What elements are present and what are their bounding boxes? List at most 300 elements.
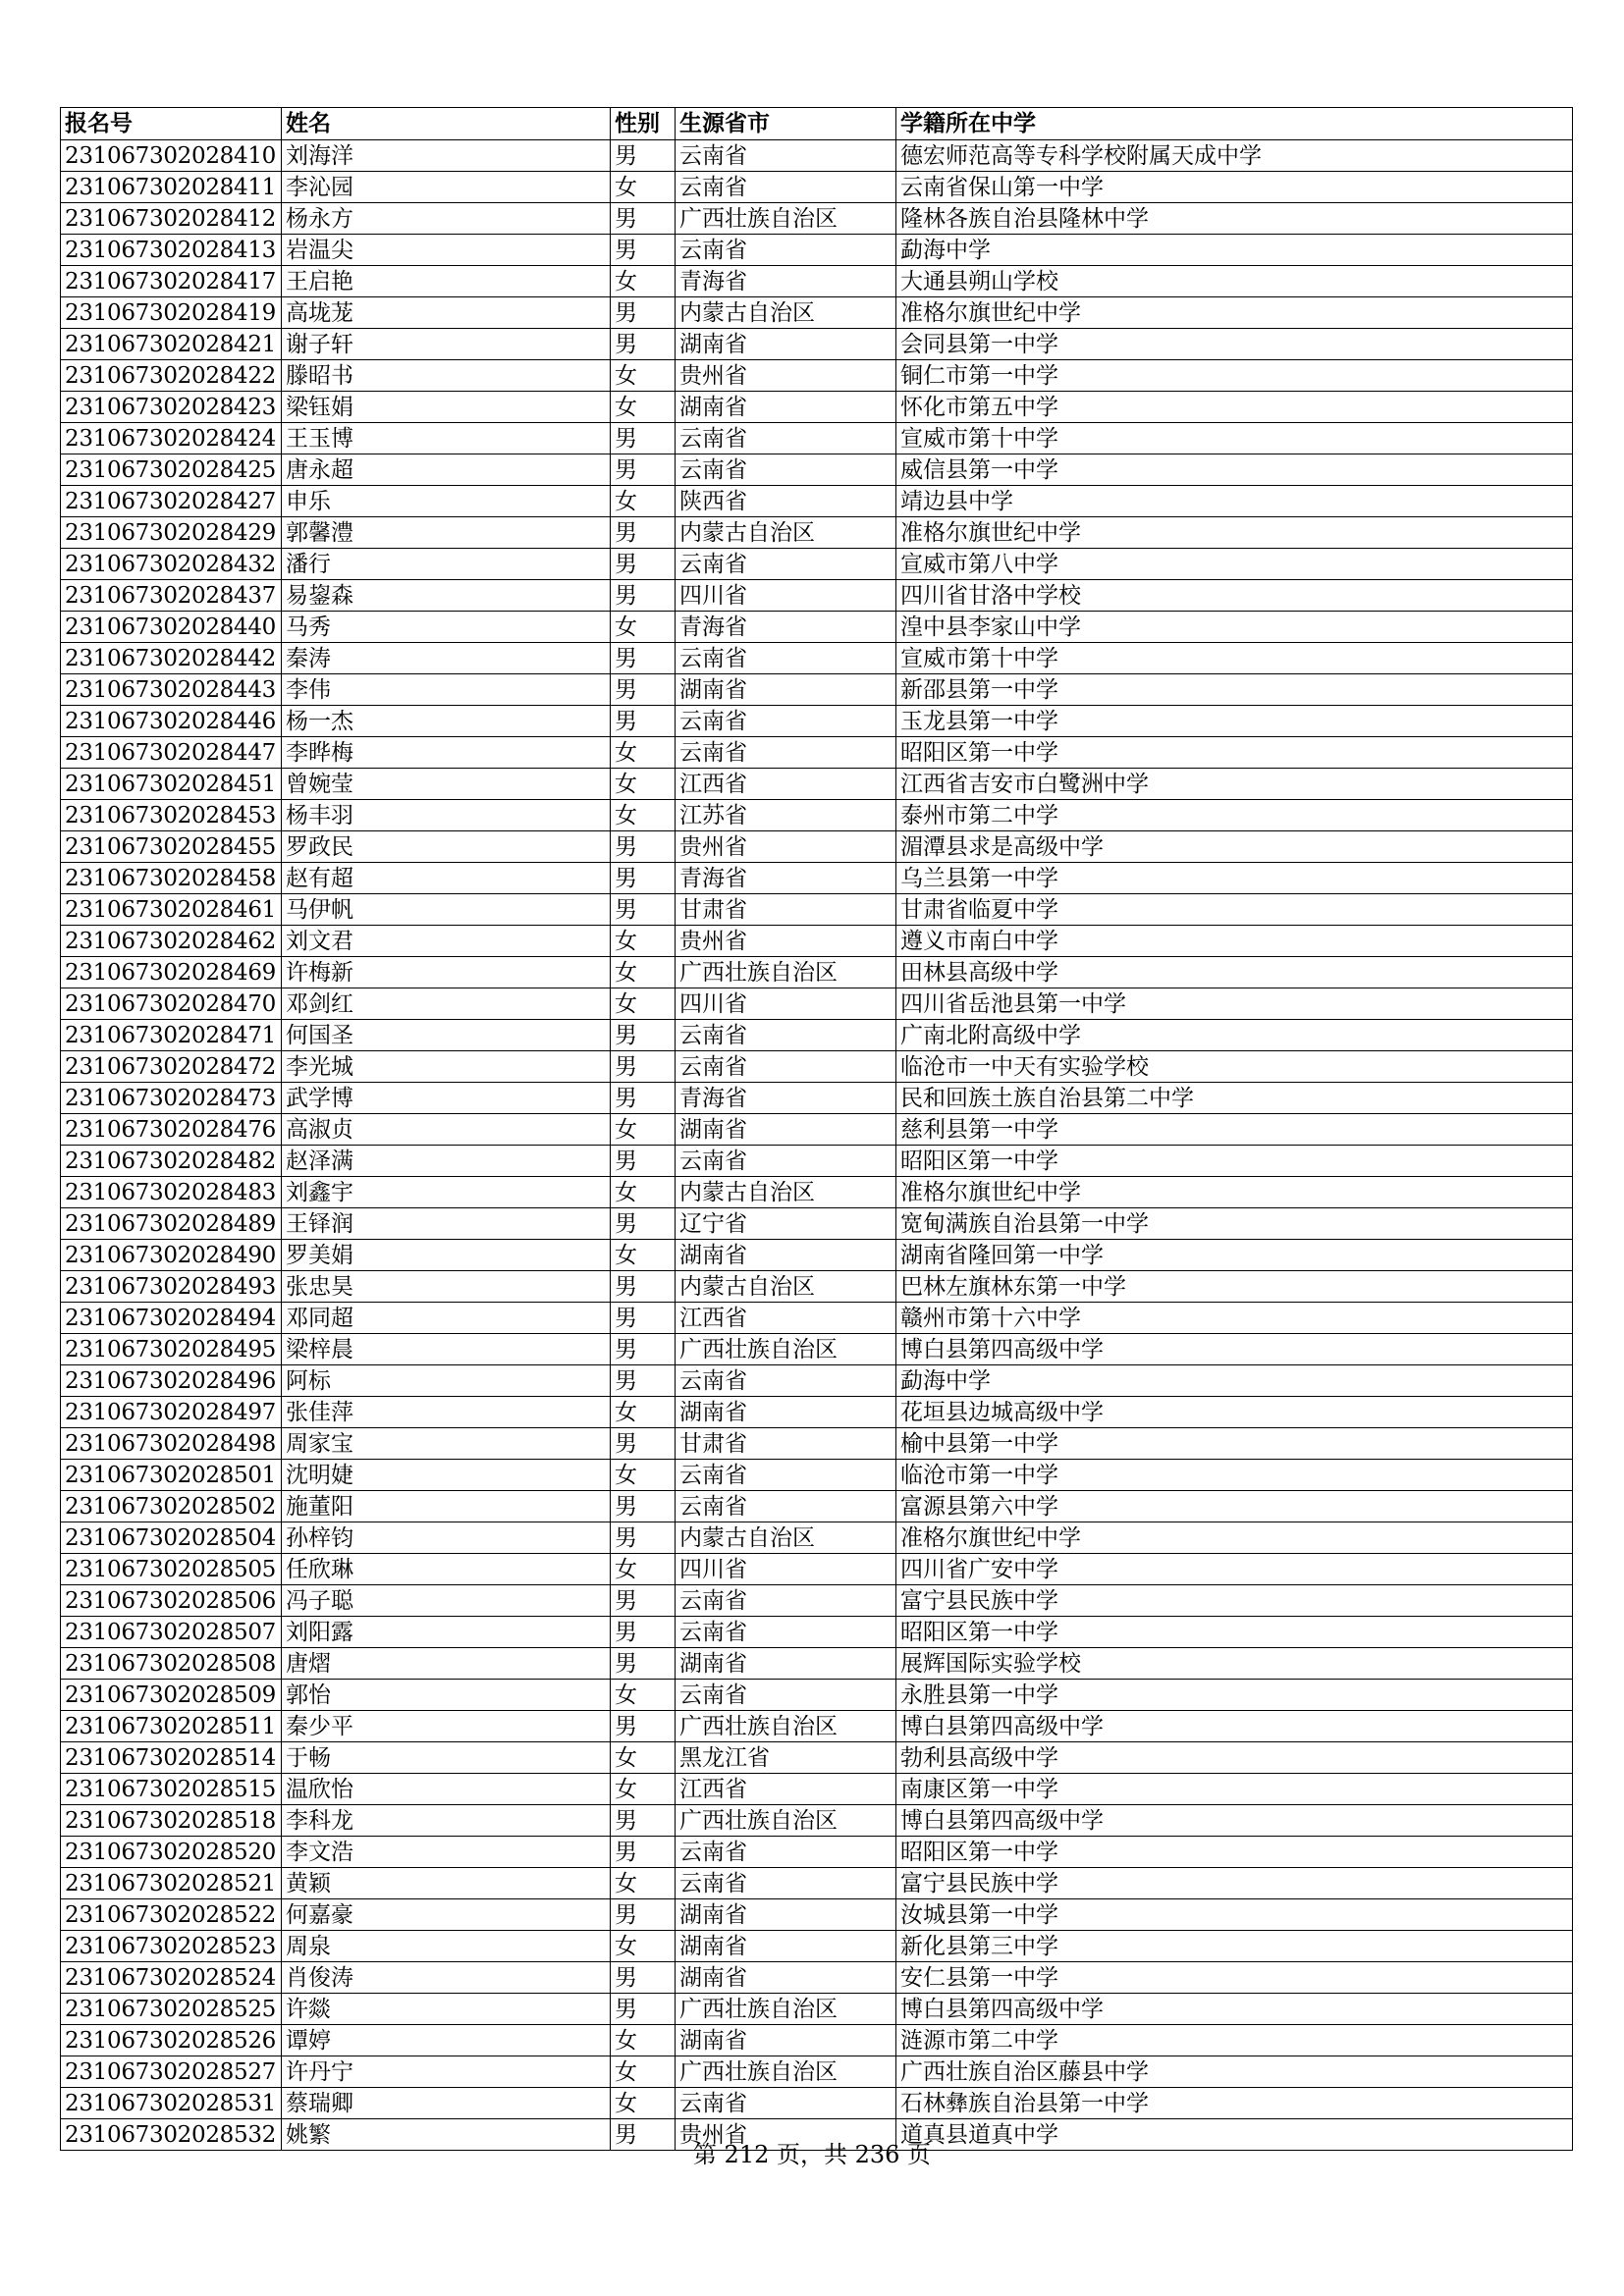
- name-cell: 高垅茏: [282, 297, 611, 329]
- province-cell: 甘肃省: [676, 894, 896, 926]
- registration-number-cell: 231067302028504: [61, 1522, 282, 1554]
- table-row: [61, 737, 1573, 769]
- school-cell: 汝城县第一中学: [896, 1899, 1573, 1931]
- table-row: [61, 1146, 1573, 1177]
- table-row: [61, 1994, 1573, 2025]
- school-cell: 富宁县民族中学: [896, 1585, 1573, 1617]
- province-cell: 云南省: [676, 235, 896, 266]
- province-cell: 云南省: [676, 643, 896, 674]
- school-cell: 昭阳区第一中学: [896, 1146, 1573, 1177]
- table-row: [61, 203, 1573, 235]
- registration-number-cell: 231067302028476: [61, 1114, 282, 1146]
- province-cell: 云南省: [676, 454, 896, 486]
- registration-number-cell: 231067302028421: [61, 329, 282, 360]
- name-cell: 李晔梅: [282, 737, 611, 769]
- name-cell: 许燚: [282, 1994, 611, 2025]
- school-cell: 会同县第一中学: [896, 329, 1573, 360]
- province-cell: 湖南省: [676, 1397, 896, 1428]
- registration-number-cell: 231067302028461: [61, 894, 282, 926]
- gender-cell: 男: [611, 1899, 676, 1931]
- gender-cell: 女: [611, 926, 676, 957]
- school-cell: 安仁县第一中学: [896, 1962, 1573, 1994]
- gender-cell: 女: [611, 172, 676, 203]
- gender-cell: 男: [611, 549, 676, 580]
- registration-number-cell: 231067302028440: [61, 612, 282, 643]
- province-cell: 云南省: [676, 1617, 896, 1648]
- name-cell: 许梅新: [282, 957, 611, 988]
- gender-cell: 男: [611, 1051, 676, 1083]
- gender-cell: 男: [611, 643, 676, 674]
- province-cell: 云南省: [676, 172, 896, 203]
- gender-cell: 女: [611, 392, 676, 423]
- table-row: [61, 1931, 1573, 1962]
- school-cell: 田林县高级中学: [896, 957, 1573, 988]
- table-row: [61, 1868, 1573, 1899]
- table-row: [61, 517, 1573, 549]
- name-cell: 刘鑫宇: [282, 1177, 611, 1208]
- school-cell: 新邵县第一中学: [896, 674, 1573, 706]
- name-cell: 唐永超: [282, 454, 611, 486]
- gender-cell: 男: [611, 1805, 676, 1837]
- gender-cell: 男: [611, 1962, 676, 1994]
- gender-cell: 男: [611, 297, 676, 329]
- province-cell: 云南省: [676, 1491, 896, 1522]
- table-row: [61, 423, 1573, 454]
- gender-cell: 男: [611, 1428, 676, 1460]
- table-row: [61, 1585, 1573, 1617]
- school-cell: 准格尔旗世纪中学: [896, 297, 1573, 329]
- table-row: [61, 1177, 1573, 1208]
- school-cell: 遵义市南白中学: [896, 926, 1573, 957]
- registration-number-cell: 231067302028446: [61, 706, 282, 737]
- school-cell: 花垣县边城高级中学: [896, 1397, 1573, 1428]
- school-cell: 江西省吉安市白鹭洲中学: [896, 769, 1573, 800]
- name-cell: 杨一杰: [282, 706, 611, 737]
- name-cell: 肖俊涛: [282, 1962, 611, 1994]
- gender-cell: 女: [611, 612, 676, 643]
- school-cell: 准格尔旗世纪中学: [896, 1177, 1573, 1208]
- registration-number-cell: 231067302028417: [61, 266, 282, 297]
- name-cell: 岩温尖: [282, 235, 611, 266]
- school-cell: 富源县第六中学: [896, 1491, 1573, 1522]
- registration-number-cell: 231067302028515: [61, 1774, 282, 1805]
- registration-number-cell: 231067302028502: [61, 1491, 282, 1522]
- name-cell: 孙梓钧: [282, 1522, 611, 1554]
- gender-cell: 男: [611, 706, 676, 737]
- table-row: [61, 1208, 1573, 1240]
- table-row: [61, 1428, 1573, 1460]
- province-cell: 青海省: [676, 863, 896, 894]
- table-row: [61, 2088, 1573, 2119]
- name-cell: 王玉博: [282, 423, 611, 454]
- name-cell: 王铎润: [282, 1208, 611, 1240]
- registration-number-cell: 231067302028498: [61, 1428, 282, 1460]
- school-cell: 宣威市第十中学: [896, 643, 1573, 674]
- province-cell: 云南省: [676, 1680, 896, 1711]
- table-row: [61, 1648, 1573, 1680]
- school-cell: 威信县第一中学: [896, 454, 1573, 486]
- gender-cell: 男: [611, 863, 676, 894]
- school-cell: 靖边县中学: [896, 486, 1573, 517]
- table-row: [61, 392, 1573, 423]
- school-cell: 赣州市第十六中学: [896, 1303, 1573, 1334]
- gender-cell: 女: [611, 1240, 676, 1271]
- province-cell: 云南省: [676, 1460, 896, 1491]
- gender-cell: 男: [611, 1491, 676, 1522]
- table-row: [61, 2056, 1573, 2088]
- name-cell: 周家宝: [282, 1428, 611, 1460]
- gender-cell: 女: [611, 1742, 676, 1774]
- registration-number-cell: 231067302028411: [61, 172, 282, 203]
- name-cell: 周泉: [282, 1931, 611, 1962]
- table-row: [61, 988, 1573, 1020]
- province-cell: 湖南省: [676, 392, 896, 423]
- registration-number-cell: 231067302028514: [61, 1742, 282, 1774]
- gender-cell: 女: [611, 2025, 676, 2056]
- province-cell: 青海省: [676, 612, 896, 643]
- name-cell: 任欣琳: [282, 1554, 611, 1585]
- gender-cell: 男: [611, 1271, 676, 1303]
- province-cell: 贵州省: [676, 360, 896, 392]
- school-cell: 涟源市第二中学: [896, 2025, 1573, 2056]
- registration-number-cell: 231067302028505: [61, 1554, 282, 1585]
- school-cell: 勐海中学: [896, 1365, 1573, 1397]
- school-cell: 大通县朔山学校: [896, 266, 1573, 297]
- registration-number-cell: 231067302028443: [61, 674, 282, 706]
- table-row: [61, 1271, 1573, 1303]
- school-cell: 展辉国际实验学校: [896, 1648, 1573, 1680]
- name-cell: 曾婉莹: [282, 769, 611, 800]
- table-row: [61, 1460, 1573, 1491]
- gender-cell: 男: [611, 329, 676, 360]
- registration-number-cell: 231067302028410: [61, 140, 282, 172]
- name-cell: 于畅: [282, 1742, 611, 1774]
- table-row: [61, 1962, 1573, 1994]
- registration-number-cell: 231067302028526: [61, 2025, 282, 2056]
- registration-number-cell: 231067302028490: [61, 1240, 282, 1271]
- province-cell: 湖南省: [676, 329, 896, 360]
- registration-number-cell: 231067302028506: [61, 1585, 282, 1617]
- school-cell: 广西壮族自治区藤县中学: [896, 2056, 1573, 2088]
- name-cell: 易鋆森: [282, 580, 611, 612]
- school-cell: 博白县第四高级中学: [896, 1711, 1573, 1742]
- school-cell: 榆中县第一中学: [896, 1428, 1573, 1460]
- table-row: [61, 1303, 1573, 1334]
- gender-cell: 女: [611, 1868, 676, 1899]
- registration-number-cell: 231067302028493: [61, 1271, 282, 1303]
- province-cell: 广西壮族自治区: [676, 203, 896, 235]
- gender-cell: 男: [611, 2119, 676, 2151]
- registration-number-cell: 231067302028483: [61, 1177, 282, 1208]
- gender-cell: 男: [611, 894, 676, 926]
- school-cell: 永胜县第一中学: [896, 1680, 1573, 1711]
- province-cell: 湖南省: [676, 1931, 896, 1962]
- province-cell: 云南省: [676, 1868, 896, 1899]
- province-cell: 贵州省: [676, 926, 896, 957]
- school-cell: 四川省广安中学: [896, 1554, 1573, 1585]
- province-cell: 江苏省: [676, 800, 896, 831]
- school-cell: 湄潭县求是高级中学: [896, 831, 1573, 863]
- table-row: [61, 1711, 1573, 1742]
- name-cell: 李科龙: [282, 1805, 611, 1837]
- gender-cell: 男: [611, 1365, 676, 1397]
- name-cell: 刘阳露: [282, 1617, 611, 1648]
- province-cell: 内蒙古自治区: [676, 1271, 896, 1303]
- province-cell: 广西壮族自治区: [676, 2056, 896, 2088]
- gender-cell: 男: [611, 1648, 676, 1680]
- table-row: [61, 266, 1573, 297]
- school-cell: 甘肃省临夏中学: [896, 894, 1573, 926]
- province-cell: 内蒙古自治区: [676, 1522, 896, 1554]
- school-cell: 富宁县民族中学: [896, 1868, 1573, 1899]
- registration-number-cell: 231067302028427: [61, 486, 282, 517]
- school-cell: 宣威市第八中学: [896, 549, 1573, 580]
- name-cell: 邓剑红: [282, 988, 611, 1020]
- gender-cell: 女: [611, 1397, 676, 1428]
- gender-cell: 男: [611, 423, 676, 454]
- name-cell: 唐熠: [282, 1648, 611, 1680]
- name-cell: 潘行: [282, 549, 611, 580]
- table-row: [61, 486, 1573, 517]
- registration-number-cell: 231067302028495: [61, 1334, 282, 1365]
- table-row: [61, 706, 1573, 737]
- gender-cell: 男: [611, 1208, 676, 1240]
- table-row: [61, 1083, 1573, 1114]
- gender-cell: 男: [611, 140, 676, 172]
- school-cell: 四川省岳池县第一中学: [896, 988, 1573, 1020]
- registration-number-cell: 231067302028522: [61, 1899, 282, 1931]
- school-cell: 勃利县高级中学: [896, 1742, 1573, 1774]
- province-cell: 云南省: [676, 737, 896, 769]
- name-cell: 姚繁: [282, 2119, 611, 2151]
- gender-cell: 男: [611, 1146, 676, 1177]
- name-cell: 郭馨澧: [282, 517, 611, 549]
- registration-number-cell: 231067302028453: [61, 800, 282, 831]
- province-cell: 内蒙古自治区: [676, 517, 896, 549]
- gender-cell: 男: [611, 1334, 676, 1365]
- table-row: [61, 1051, 1573, 1083]
- table-row: [61, 643, 1573, 674]
- gender-cell: 男: [611, 517, 676, 549]
- gender-cell: 男: [611, 674, 676, 706]
- province-cell: 广西壮族自治区: [676, 1334, 896, 1365]
- table-row: [61, 1491, 1573, 1522]
- name-cell: 杨丰羽: [282, 800, 611, 831]
- table-row: [61, 1680, 1573, 1711]
- province-cell: 广西壮族自治区: [676, 957, 896, 988]
- gender-cell: 男: [611, 1711, 676, 1742]
- province-cell: 云南省: [676, 549, 896, 580]
- school-cell: 宣威市第十中学: [896, 423, 1573, 454]
- name-cell: 赵泽满: [282, 1146, 611, 1177]
- name-cell: 沈明婕: [282, 1460, 611, 1491]
- name-cell: 李伟: [282, 674, 611, 706]
- province-cell: 广西壮族自治区: [676, 1711, 896, 1742]
- name-cell: 何国圣: [282, 1020, 611, 1051]
- registration-number-cell: 231067302028422: [61, 360, 282, 392]
- table-row: [61, 1554, 1573, 1585]
- gender-cell: 女: [611, 266, 676, 297]
- school-cell: 宽甸满族自治县第一中学: [896, 1208, 1573, 1240]
- table-row: [61, 863, 1573, 894]
- name-cell: 李光城: [282, 1051, 611, 1083]
- table-row: [61, 140, 1573, 172]
- province-cell: 云南省: [676, 140, 896, 172]
- table-row: [61, 2025, 1573, 2056]
- name-cell: 杨永方: [282, 203, 611, 235]
- school-cell: 隆林各族自治县隆林中学: [896, 203, 1573, 235]
- school-cell: 博白县第四高级中学: [896, 1994, 1573, 2025]
- gender-cell: 女: [611, 486, 676, 517]
- name-cell: 赵有超: [282, 863, 611, 894]
- registration-number-cell: 231067302028470: [61, 988, 282, 1020]
- name-cell: 阿标: [282, 1365, 611, 1397]
- gender-cell: 女: [611, 2056, 676, 2088]
- gender-cell: 男: [611, 1585, 676, 1617]
- gender-cell: 男: [611, 1617, 676, 1648]
- table-row: [61, 1899, 1573, 1931]
- gender-cell: 男: [611, 235, 676, 266]
- table-row: [61, 360, 1573, 392]
- school-cell: 准格尔旗世纪中学: [896, 1522, 1573, 1554]
- name-cell: 滕昭书: [282, 360, 611, 392]
- school-cell: 民和回族土族自治县第二中学: [896, 1083, 1573, 1114]
- name-cell: 刘海洋: [282, 140, 611, 172]
- roster-table: [60, 107, 1573, 2151]
- name-cell: 谭婷: [282, 2025, 611, 2056]
- registration-number-cell: 231067302028509: [61, 1680, 282, 1711]
- gender-cell: 男: [611, 580, 676, 612]
- province-cell: 江西省: [676, 1774, 896, 1805]
- name-cell: 黄颖: [282, 1868, 611, 1899]
- gender-cell: 男: [611, 203, 676, 235]
- name-cell: 高淑贞: [282, 1114, 611, 1146]
- name-cell: 施董阳: [282, 1491, 611, 1522]
- name-cell: 申乐: [282, 486, 611, 517]
- column-header-registration-number: 报名号: [61, 108, 282, 140]
- province-cell: 湖南省: [676, 1962, 896, 1994]
- registration-number-cell: 231067302028525: [61, 1994, 282, 2025]
- gender-cell: 女: [611, 1460, 676, 1491]
- name-cell: 许丹宁: [282, 2056, 611, 2088]
- gender-cell: 女: [611, 957, 676, 988]
- school-cell: 四川省甘洛中学校: [896, 580, 1573, 612]
- registration-number-cell: 231067302028518: [61, 1805, 282, 1837]
- gender-cell: 男: [611, 1020, 676, 1051]
- table-row: [61, 674, 1573, 706]
- table-row: [61, 800, 1573, 831]
- name-cell: 秦涛: [282, 643, 611, 674]
- registration-number-cell: 231067302028507: [61, 1617, 282, 1648]
- school-cell: 湟中县李家山中学: [896, 612, 1573, 643]
- registration-number-cell: 231067302028413: [61, 235, 282, 266]
- table-row: [61, 1742, 1573, 1774]
- name-cell: 谢子轩: [282, 329, 611, 360]
- table-header-row: [61, 108, 1573, 140]
- province-cell: 湖南省: [676, 674, 896, 706]
- gender-cell: 女: [611, 1114, 676, 1146]
- school-cell: 慈利县第一中学: [896, 1114, 1573, 1146]
- province-cell: 湖南省: [676, 1648, 896, 1680]
- registration-number-cell: 231067302028458: [61, 863, 282, 894]
- province-cell: 云南省: [676, 1585, 896, 1617]
- school-cell: 玉龙县第一中学: [896, 706, 1573, 737]
- province-cell: 江西省: [676, 769, 896, 800]
- province-cell: 内蒙古自治区: [676, 1177, 896, 1208]
- gender-cell: 女: [611, 1680, 676, 1711]
- table-row: [61, 1805, 1573, 1837]
- registration-number-cell: 231067302028429: [61, 517, 282, 549]
- registration-number-cell: 231067302028462: [61, 926, 282, 957]
- province-cell: 内蒙古自治区: [676, 297, 896, 329]
- province-cell: 四川省: [676, 580, 896, 612]
- registration-number-cell: 231067302028520: [61, 1837, 282, 1868]
- table-row: [61, 1240, 1573, 1271]
- name-cell: 冯子聪: [282, 1585, 611, 1617]
- province-cell: 陕西省: [676, 486, 896, 517]
- registration-number-cell: 231067302028412: [61, 203, 282, 235]
- school-cell: 广南北附高级中学: [896, 1020, 1573, 1051]
- name-cell: 罗美娟: [282, 1240, 611, 1271]
- province-cell: 四川省: [676, 988, 896, 1020]
- table-row: [61, 926, 1573, 957]
- column-header-gender: 性别: [611, 108, 676, 140]
- table-row: [61, 1837, 1573, 1868]
- province-cell: 湖南省: [676, 1240, 896, 1271]
- gender-cell: 男: [611, 1522, 676, 1554]
- table-row: [61, 580, 1573, 612]
- table-row: [61, 1334, 1573, 1365]
- school-cell: 新化县第三中学: [896, 1931, 1573, 1962]
- registration-number-cell: 231067302028501: [61, 1460, 282, 1491]
- table-row: [61, 1114, 1573, 1146]
- school-cell: 道真县道真中学: [896, 2119, 1573, 2151]
- table-row: [61, 235, 1573, 266]
- registration-number-cell: 231067302028425: [61, 454, 282, 486]
- gender-cell: 女: [611, 1554, 676, 1585]
- school-cell: 准格尔旗世纪中学: [896, 517, 1573, 549]
- school-cell: 昭阳区第一中学: [896, 1837, 1573, 1868]
- school-cell: 巴林左旗林东第一中学: [896, 1271, 1573, 1303]
- province-cell: 云南省: [676, 1837, 896, 1868]
- registration-number-cell: 231067302028471: [61, 1020, 282, 1051]
- gender-cell: 男: [611, 831, 676, 863]
- registration-number-cell: 231067302028451: [61, 769, 282, 800]
- gender-cell: 女: [611, 800, 676, 831]
- registration-number-cell: 231067302028447: [61, 737, 282, 769]
- table-row: [61, 612, 1573, 643]
- table-row: [61, 769, 1573, 800]
- province-cell: 云南省: [676, 1146, 896, 1177]
- province-cell: 黑龙江省: [676, 1742, 896, 1774]
- registration-number-cell: 231067302028437: [61, 580, 282, 612]
- school-cell: 昭阳区第一中学: [896, 1617, 1573, 1648]
- province-cell: 辽宁省: [676, 1208, 896, 1240]
- column-header-name: 姓名: [282, 108, 611, 140]
- table-row: [61, 831, 1573, 863]
- registration-number-cell: 231067302028497: [61, 1397, 282, 1428]
- province-cell: 青海省: [676, 1083, 896, 1114]
- registration-number-cell: 231067302028482: [61, 1146, 282, 1177]
- school-cell: 铜仁市第一中学: [896, 360, 1573, 392]
- table-row: [61, 1397, 1573, 1428]
- school-cell: 昭阳区第一中学: [896, 737, 1573, 769]
- gender-cell: 女: [611, 360, 676, 392]
- province-cell: 江西省: [676, 1303, 896, 1334]
- name-cell: 武学博: [282, 1083, 611, 1114]
- school-cell: 怀化市第五中学: [896, 392, 1573, 423]
- province-cell: 广西壮族自治区: [676, 1805, 896, 1837]
